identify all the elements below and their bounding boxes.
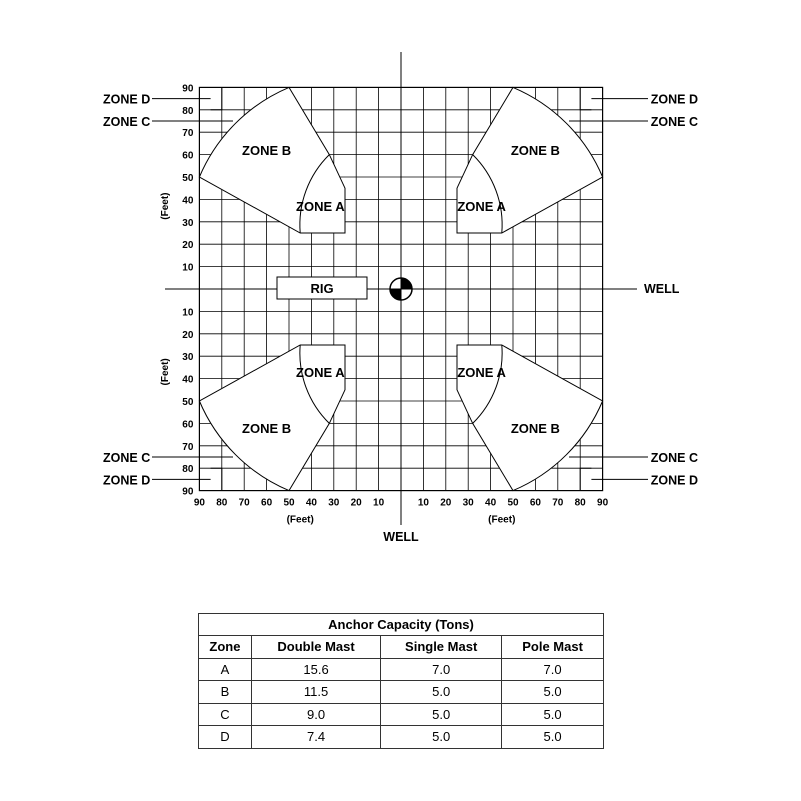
tick-label-x: 10 [373,497,385,509]
cell-double-mast: 15.6 [251,658,380,681]
table-row [199,658,604,681]
well-symbol [390,278,412,300]
cell-single-mast: 5.0 [381,726,502,749]
unit-label-y: (Feet) [160,192,171,220]
zone-d-corner-marker [211,87,222,109]
zone-d-callout: ZONE D [103,473,151,488]
cell-zone: D [199,726,252,749]
zone-a-label: ZONE A [296,199,345,215]
tick-label-x: 90 [193,497,205,509]
cell-zone: C [199,703,252,726]
tick-label-x: 50 [507,497,519,509]
unit-label-y: (Feet) [160,358,171,386]
rig-box [277,277,367,299]
header-pole-mast: Pole Mast [502,636,604,659]
tick-label-x: 50 [283,497,295,509]
tick-label-y: 60 [182,150,194,162]
tick-label-y: 70 [182,441,194,453]
tick-label-x: 60 [261,497,273,509]
anchor-capacity-table [198,613,604,749]
tick-label-x: 20 [350,497,362,509]
tick-label-x: 20 [440,497,452,509]
zone-b-label: ZONE B [510,143,560,159]
cell-double-mast: 11.5 [251,681,380,704]
zone-c-callout: ZONE C [650,451,698,465]
cell-double-mast: 9.0 [251,703,380,726]
cell-single-mast: 7.0 [381,658,502,681]
tick-label-x: 40 [305,497,317,509]
zone-d-corner-marker [580,468,591,490]
cell-pole-mast: 5.0 [502,726,604,749]
tick-label-x: 70 [552,497,564,509]
well-label-right: WELL [644,282,680,296]
tick-label-x: 80 [216,497,228,509]
zone-d-callout: ZONE D [650,92,698,107]
tick-label-x: 30 [462,497,474,509]
zone-b-label: ZONE B [242,143,292,159]
cell-pole-mast: 5.0 [502,703,604,726]
table-row [199,681,604,704]
tick-label-y: 80 [182,105,194,117]
zone-c-callout: ZONE C [103,451,151,465]
zone-a-label: ZONE A [296,364,345,380]
tick-label-x: 80 [574,497,586,509]
table-title: Anchor Capacity (Tons) [199,614,604,636]
zone-d-callout: ZONE D [650,473,698,488]
header-zone: Zone [199,636,252,659]
tick-label-y: 20 [182,329,194,341]
cell-double-mast: 7.4 [251,726,380,749]
table-row [199,703,604,726]
cell-single-mast: 5.0 [381,703,502,726]
zone-a-label: ZONE A [457,364,506,380]
cell-single-mast: 5.0 [381,681,502,704]
zone-b-label: ZONE B [510,420,560,436]
tick-label-x: 60 [529,497,541,509]
table-row [199,726,604,749]
tick-label-y: 30 [182,352,194,364]
cell-pole-mast: 5.0 [502,681,604,704]
tick-label-x: 90 [597,497,609,509]
unit-label-x-right: (Feet) [488,514,516,526]
tick-label-y: 80 [182,464,194,476]
header-double-mast: Double Mast [251,636,380,659]
cell-pole-mast: 7.0 [502,658,604,681]
tick-label-x: 30 [328,497,340,509]
well-label-bottom: WELL [383,530,419,544]
tick-label-y: 50 [182,397,194,408]
zone-a-label: ZONE A [457,199,506,215]
tick-label-y: 90 [182,486,194,498]
tick-label-y: 40 [182,374,194,386]
tick-label-x: 40 [485,497,497,509]
tick-label-x: 10 [417,497,429,509]
zone-d-callout: ZONE D [103,92,151,107]
table-header-row [199,636,604,659]
tick-label-y: 50 [182,173,194,184]
tick-label-y: 40 [182,195,194,207]
rig-label: RIG [310,281,334,296]
cell-zone: B [199,681,252,704]
tick-label-y: 60 [182,419,194,431]
tick-label-y: 30 [182,217,194,229]
tick-label-y: 10 [182,262,194,274]
tick-label-y: 20 [182,240,194,252]
unit-label-x-left: (Feet) [286,514,314,526]
tick-label-y: 10 [182,307,194,319]
tick-label-y: 70 [182,128,194,140]
header-single-mast: Single Mast [381,636,502,659]
zone-b-label: ZONE B [242,420,292,436]
cell-zone: A [199,658,252,681]
tick-label-y: 90 [182,83,194,95]
zone-c-callout: ZONE C [650,115,698,129]
zone-c-callout: ZONE C [103,115,151,129]
tick-label-x: 70 [238,497,250,509]
zone-d-corner-marker [211,468,222,490]
zone-d-corner-marker [580,87,591,109]
